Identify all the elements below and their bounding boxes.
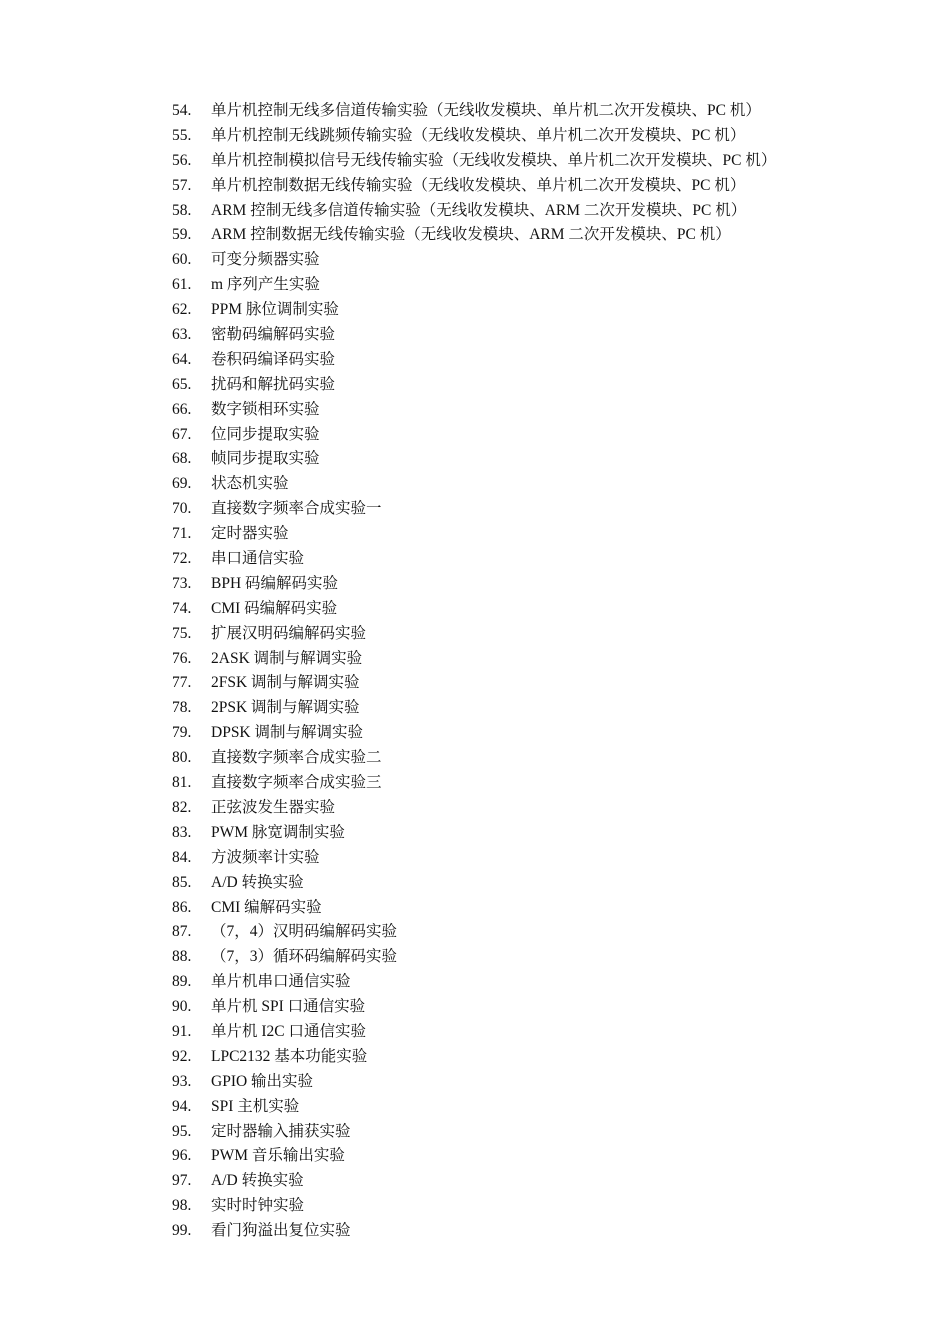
list-item-text: 2PSK 调制与解调实验 xyxy=(211,699,360,717)
list-item xyxy=(172,647,776,672)
list-item-text: 单片机 I2C 口通信实验 xyxy=(211,1022,367,1040)
list-item-number: 86. xyxy=(172,898,192,916)
list-item-text: 直接数字频率合成实验一 xyxy=(211,500,382,518)
list-item xyxy=(172,348,776,373)
list-item xyxy=(172,572,776,597)
list-item-number: 76. xyxy=(172,649,192,667)
list-item-text: 可变分频器实验 xyxy=(211,251,320,269)
list-item-number: 65. xyxy=(172,375,192,393)
list-item xyxy=(172,671,776,696)
list-item-number: 78. xyxy=(172,699,192,717)
list-item-text: 方波频率计实验 xyxy=(211,848,320,866)
list-item-text: 串口通信实验 xyxy=(211,550,305,568)
list-item xyxy=(172,597,776,622)
list-item xyxy=(172,771,776,796)
list-item-number: 59. xyxy=(172,226,192,244)
list-item-text: 帧同步提取实验 xyxy=(211,450,320,468)
list-item-number: 81. xyxy=(172,774,192,792)
list-item xyxy=(172,1219,776,1244)
list-item xyxy=(172,1169,776,1194)
list-item xyxy=(172,970,776,995)
list-item-text: 定时器实验 xyxy=(211,525,289,543)
list-item-number: 67. xyxy=(172,425,192,443)
list-item-number: 58. xyxy=(172,201,192,219)
list-item-text: 2ASK 调制与解调实验 xyxy=(211,649,363,667)
list-item xyxy=(172,1120,776,1145)
list-item-number: 83. xyxy=(172,823,192,841)
list-item-text: ARM 控制数据无线传输实验（无线收发模块、ARM 二次开发模块、PC 机） xyxy=(211,226,731,244)
list-item xyxy=(172,846,776,871)
list-item-number: 88. xyxy=(172,948,192,966)
list-item-number: 90. xyxy=(172,998,192,1016)
list-item-text: ARM 控制无线多信道传输实验（无线收发模块、ARM 二次开发模块、PC 机） xyxy=(211,201,747,219)
list-item-number: 79. xyxy=(172,724,192,742)
list-item-text: 状态机实验 xyxy=(211,475,289,493)
list-item-text: 单片机控制模拟信号无线传输实验（无线收发模块、单片机二次开发模块、PC 机） xyxy=(211,151,777,169)
list-item xyxy=(172,622,776,647)
list-item-text: LPC2132 基本功能实验 xyxy=(211,1047,368,1065)
list-item-number: 84. xyxy=(172,848,192,866)
list-item-text: 2FSK 调制与解调实验 xyxy=(211,674,360,692)
list-item-number: 87. xyxy=(172,923,192,941)
list-item-text: 直接数字频率合成实验二 xyxy=(211,749,382,767)
list-item-text: 直接数字频率合成实验三 xyxy=(211,774,382,792)
list-item-number: 68. xyxy=(172,450,192,468)
list-item-number: 69. xyxy=(172,475,192,493)
list-item xyxy=(172,199,776,224)
list-item xyxy=(172,547,776,572)
list-item-text: 单片机控制无线多信道传输实验（无线收发模块、单片机二次开发模块、PC 机） xyxy=(211,102,761,119)
list-item-text: BPH 码编解码实验 xyxy=(211,574,339,592)
list-item-text: 扩展汉明码编解码实验 xyxy=(211,624,367,642)
list-item xyxy=(172,174,776,199)
list-item xyxy=(172,1045,776,1070)
list-item xyxy=(172,1144,776,1169)
list-item xyxy=(172,472,776,497)
list-item-text: A/D 转换实验 xyxy=(211,873,304,891)
list-item xyxy=(172,871,776,896)
list-item-number: 97. xyxy=(172,1172,192,1190)
list-item-text: 单片机 SPI 口通信实验 xyxy=(211,998,366,1016)
list-item xyxy=(172,149,776,174)
list-item-number: 89. xyxy=(172,973,192,991)
list-item-number: 98. xyxy=(172,1197,192,1215)
list-item-number: 85. xyxy=(172,873,192,891)
list-item-number: 64. xyxy=(172,350,192,368)
list-item-number: 77. xyxy=(172,674,192,692)
list-item xyxy=(172,1020,776,1045)
list-item-text: CMI 码编解码实验 xyxy=(211,599,338,617)
list-item-text: 单片机控制数据无线传输实验（无线收发模块、单片机二次开发模块、PC 机） xyxy=(211,176,746,194)
list-item xyxy=(172,721,776,746)
list-item xyxy=(172,920,776,945)
list-item-text: 单片机串口通信实验 xyxy=(211,973,351,991)
list-item xyxy=(172,522,776,547)
list-item-text: m 序列产生实验 xyxy=(211,276,320,294)
list-item-number: 72. xyxy=(172,550,192,568)
list-item-text: 实时时钟实验 xyxy=(211,1197,305,1215)
list-item-text: PWM 音乐输出实验 xyxy=(211,1147,345,1165)
list-item-text: CMI 编解码实验 xyxy=(211,898,322,916)
list-item xyxy=(172,796,776,821)
list-item xyxy=(172,746,776,771)
list-item-number: 80. xyxy=(172,749,192,767)
list-item xyxy=(172,945,776,970)
list-item xyxy=(172,124,776,149)
list-item-number: 91. xyxy=(172,1022,192,1040)
list-item-number: 55. xyxy=(172,126,192,144)
experiment-list xyxy=(172,99,776,1244)
list-item-number: 82. xyxy=(172,798,192,816)
list-item xyxy=(172,99,776,124)
list-item xyxy=(172,248,776,273)
list-item-number: 94. xyxy=(172,1097,192,1115)
list-item-number: 93. xyxy=(172,1072,192,1090)
list-item xyxy=(172,323,776,348)
list-item-text: SPI 主机实验 xyxy=(211,1097,300,1115)
list-item-text: （7，4）汉明码编解码实验 xyxy=(211,923,398,941)
list-item-number: 66. xyxy=(172,400,192,418)
list-item-number: 62. xyxy=(172,301,192,319)
list-item-text: 正弦波发生器实验 xyxy=(211,798,336,816)
list-item-number: 70. xyxy=(172,500,192,518)
list-item xyxy=(172,447,776,472)
list-item-number: 92. xyxy=(172,1047,192,1065)
list-item xyxy=(172,273,776,298)
list-item xyxy=(172,223,776,248)
list-item-number: 71. xyxy=(172,525,192,543)
list-item xyxy=(172,497,776,522)
list-item-text: 卷积码编译码实验 xyxy=(211,350,336,368)
list-item xyxy=(172,1070,776,1095)
list-item-number: 56. xyxy=(172,151,192,169)
list-item-text: A/D 转换实验 xyxy=(211,1172,304,1190)
list-item xyxy=(172,1194,776,1219)
list-item-text: PPM 脉位调制实验 xyxy=(211,301,339,319)
list-item xyxy=(172,423,776,448)
list-item-text: 数字锁相环实验 xyxy=(211,400,320,418)
list-item xyxy=(172,896,776,921)
list-item-number: 57. xyxy=(172,176,192,194)
list-item-text: GPIO 输出实验 xyxy=(211,1072,314,1090)
list-item-number: 96. xyxy=(172,1147,192,1165)
list-item-text: DPSK 调制与解调实验 xyxy=(211,724,364,742)
list-item-number: 99. xyxy=(172,1222,192,1240)
list-item-text: 单片机控制无线跳频传输实验（无线收发模块、单片机二次开发模块、PC 机） xyxy=(211,126,746,144)
list-item-number: 73. xyxy=(172,574,192,592)
list-item-text: 定时器输入捕获实验 xyxy=(211,1122,351,1140)
list-item-number: 61. xyxy=(172,276,192,294)
list-item xyxy=(172,696,776,721)
list-item-number: 75. xyxy=(172,624,192,642)
list-item-number: 95. xyxy=(172,1122,192,1140)
list-item xyxy=(172,995,776,1020)
list-item xyxy=(172,821,776,846)
list-item xyxy=(172,373,776,398)
list-item-text: 扰码和解扰码实验 xyxy=(211,375,336,393)
list-item-text: 看门狗溢出复位实验 xyxy=(211,1222,351,1240)
list-item-number: 54. xyxy=(172,102,192,119)
list-item xyxy=(172,398,776,423)
list-item-text: 位同步提取实验 xyxy=(211,425,320,443)
list-item-number: 63. xyxy=(172,326,192,344)
list-item-text: PWM 脉宽调制实验 xyxy=(211,823,345,841)
list-item xyxy=(172,1095,776,1120)
list-item-text: （7，3）循环码编解码实验 xyxy=(211,948,398,966)
list-item-number: 74. xyxy=(172,599,192,617)
list-item xyxy=(172,298,776,323)
list-item-number: 60. xyxy=(172,251,192,269)
list-item-text: 密勒码编解码实验 xyxy=(211,326,336,344)
